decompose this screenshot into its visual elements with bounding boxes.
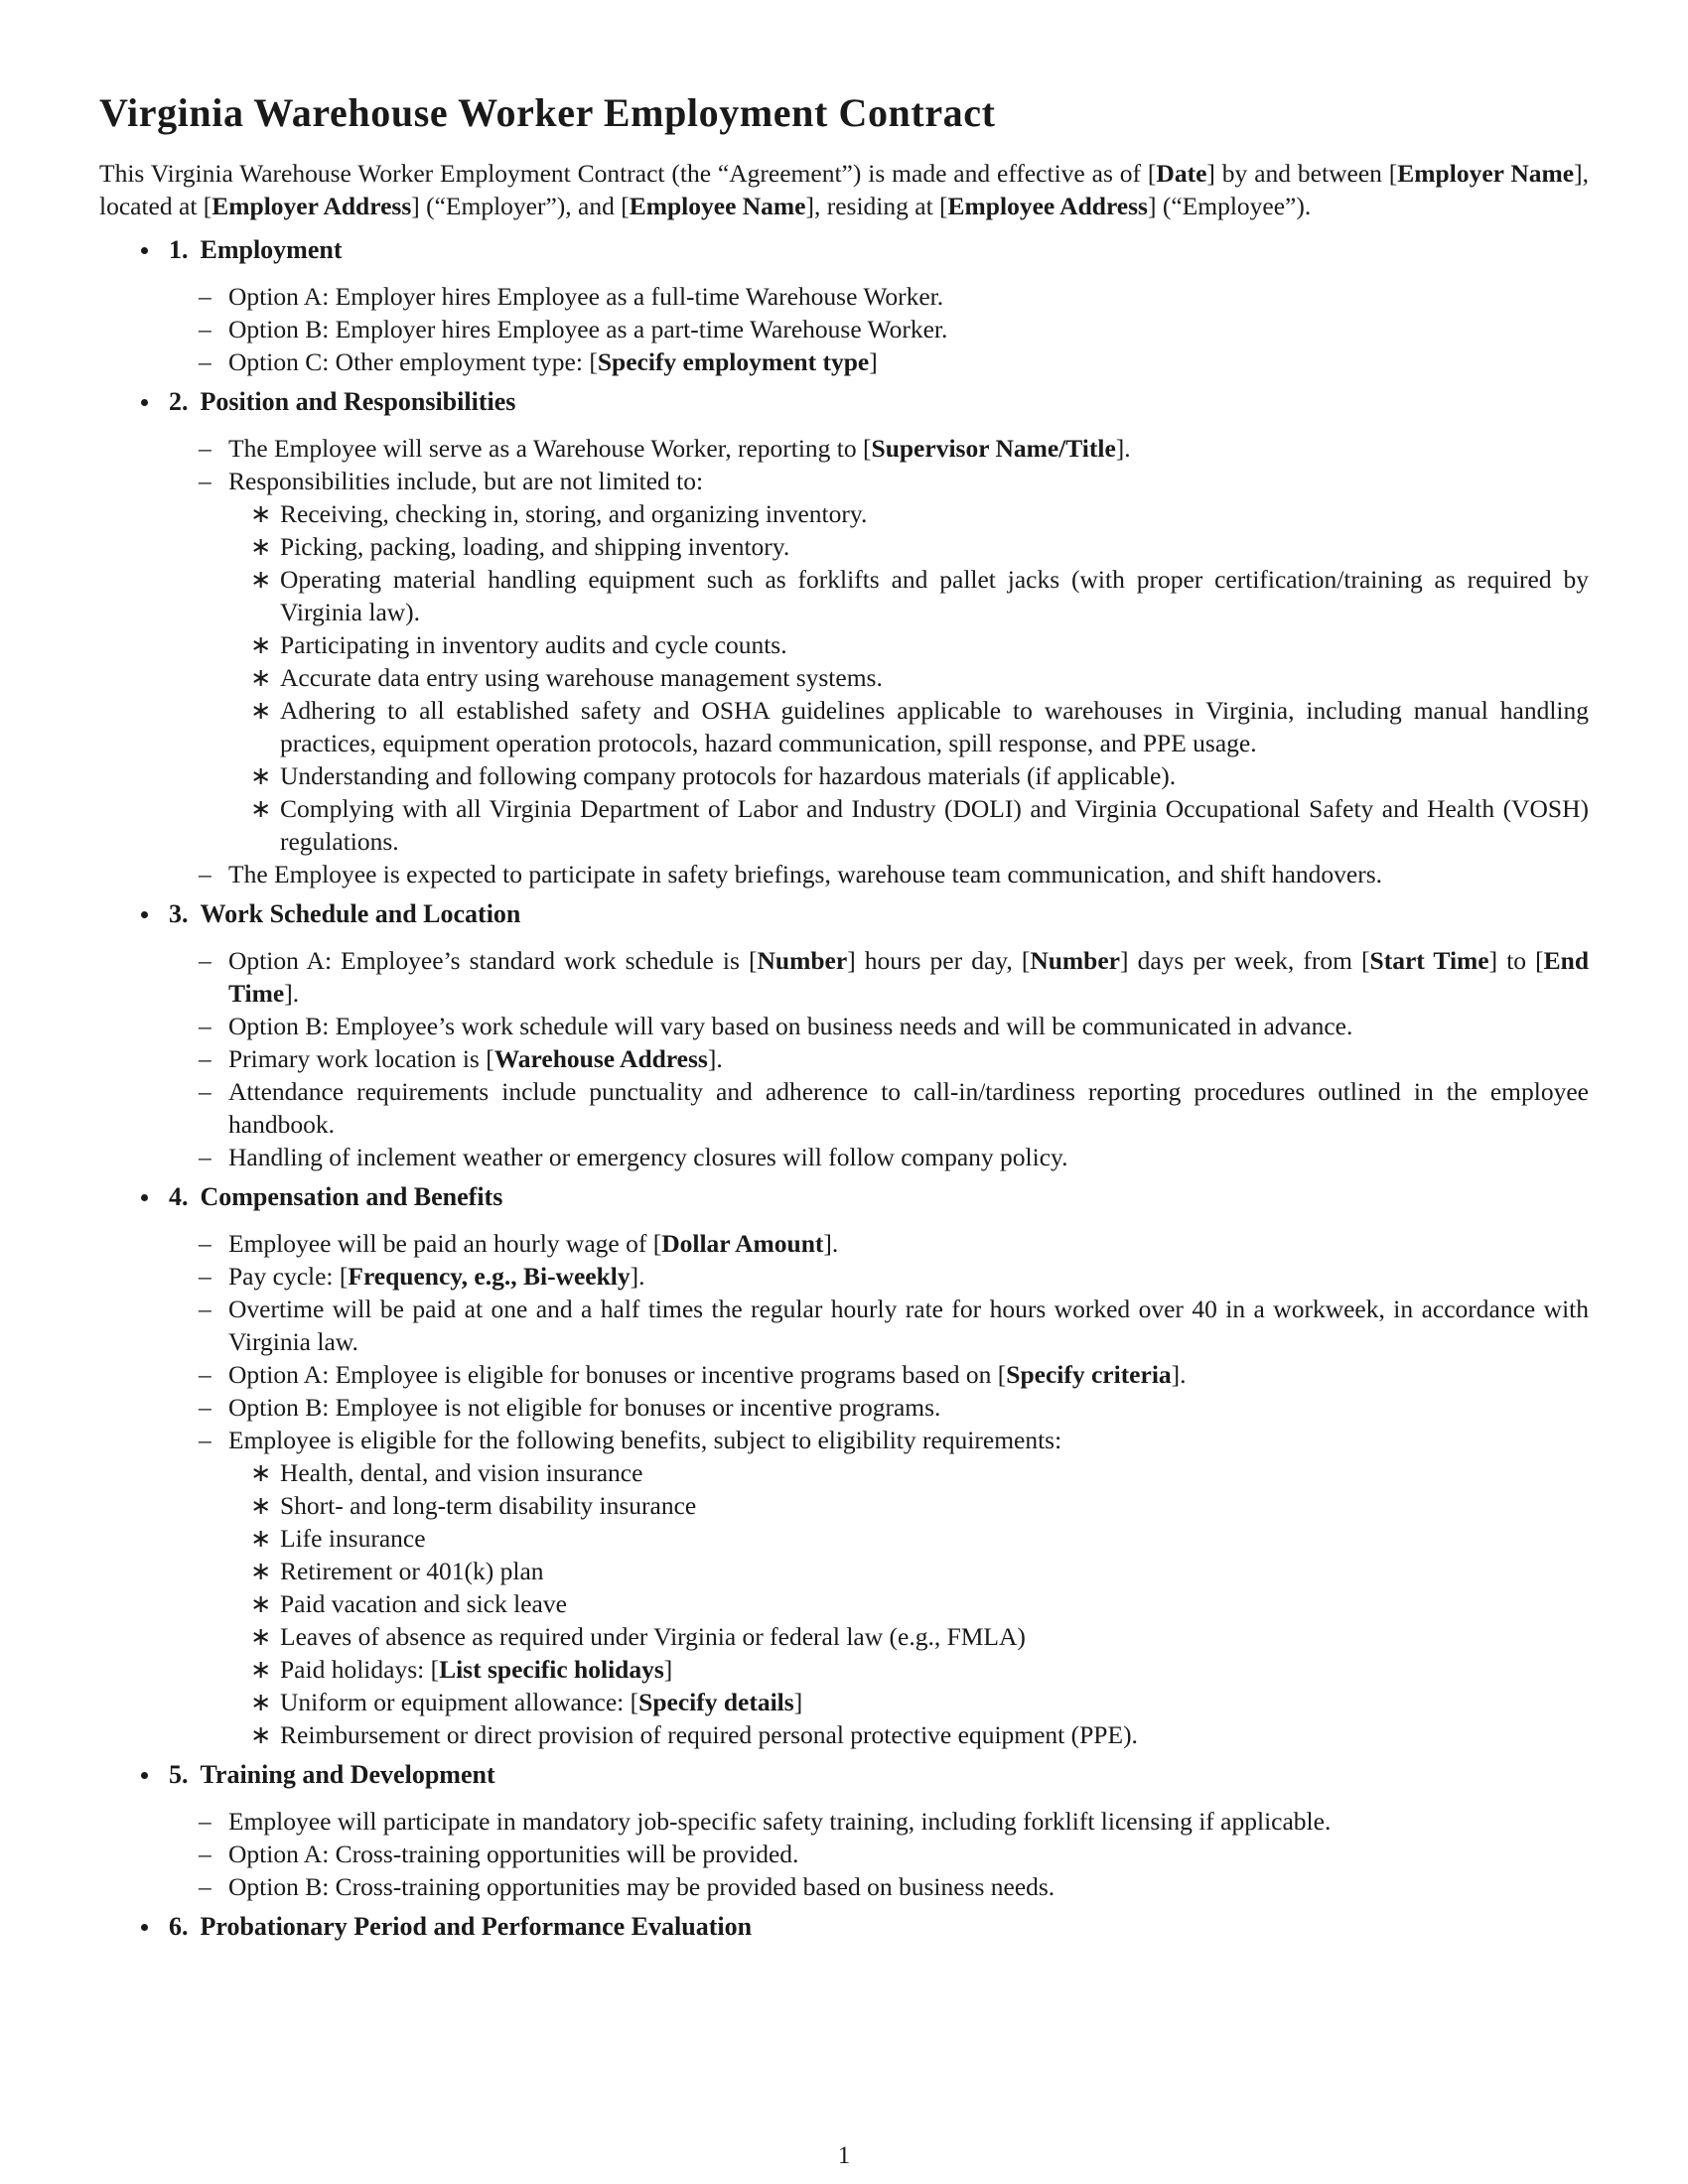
item-text: Paid vacation and sick leave xyxy=(280,1589,567,1618)
list-item xyxy=(99,858,1589,890)
asterisk-icon: ∗ xyxy=(250,761,272,790)
sub-item xyxy=(99,530,1589,563)
sub-item xyxy=(99,792,1589,858)
list-item xyxy=(99,465,1589,858)
section-number: 1. xyxy=(169,235,189,264)
dash-icon: – xyxy=(199,1393,211,1422)
item-text: Employee will be paid an hourly wage of [ xyxy=(228,1229,662,1258)
list-item xyxy=(99,1010,1589,1042)
page-number: 1 xyxy=(837,2142,851,2169)
item-text: Option A: Employee’s standard work schedule is [ xyxy=(228,946,758,975)
placeholder-date: Date xyxy=(1156,159,1207,188)
placeholder-employee-address: Employee Address xyxy=(947,192,1148,220)
item-text: ] xyxy=(663,1655,673,1684)
section-title: Compensation and Benefits xyxy=(200,1182,503,1211)
section-heading xyxy=(99,1179,1589,1215)
bullet-icon xyxy=(141,247,148,254)
placeholder-dollar-amount: Dollar Amount xyxy=(661,1229,824,1258)
section-number: 5. xyxy=(169,1760,189,1789)
list-item xyxy=(99,1870,1589,1903)
item-text: ]. xyxy=(823,1229,839,1258)
placeholder-employer-address: Employer Address xyxy=(211,192,412,220)
sub-item xyxy=(99,1555,1589,1587)
section-schedule xyxy=(99,896,1589,1173)
list-item xyxy=(99,280,1589,313)
item-text: Operating material handling equipment such as forklifts and pallet jacks (with proper certification/training as required by Virginia law). xyxy=(280,565,1589,626)
item-text: ]. xyxy=(1171,1360,1187,1389)
placeholder-end-time: End Time xyxy=(228,946,1589,1008)
list-item xyxy=(99,345,1589,378)
dash-icon: – xyxy=(199,282,211,311)
item-text: Option A: Employer hires Employee as a full-time Warehouse Worker. xyxy=(228,282,944,311)
section-title: Training and Development xyxy=(200,1760,495,1789)
section-list xyxy=(99,1227,1589,1751)
dash-icon: – xyxy=(199,1295,211,1323)
bullet-icon xyxy=(141,1194,148,1201)
list-item xyxy=(99,1838,1589,1870)
item-text: Option C: Other employment type: [ xyxy=(228,347,598,376)
item-text: Receiving, checking in, storing, and organizing inventory. xyxy=(280,499,868,528)
list-item xyxy=(99,1358,1589,1391)
item-text: Option A: Cross-training opportunities will be provided. xyxy=(228,1840,799,1868)
placeholder-employer-name: Employer Name xyxy=(1397,159,1575,188)
intro-paragraph xyxy=(99,157,1589,222)
item-text: Responsibilities include, but are not limited to: xyxy=(228,467,704,495)
section-heading xyxy=(99,896,1589,932)
item-text: Life insurance xyxy=(280,1524,426,1553)
bullet-icon xyxy=(141,1924,148,1931)
asterisk-icon: ∗ xyxy=(250,1589,272,1618)
item-text: Leaves of absence as required under Virginia or federal law (e.g., FMLA) xyxy=(280,1622,1026,1651)
list-item xyxy=(99,1293,1589,1358)
asterisk-icon: ∗ xyxy=(250,565,272,594)
item-text: Handling of inclement weather or emergency closures will follow company policy. xyxy=(228,1143,1068,1171)
dash-icon: – xyxy=(199,1012,211,1040)
asterisk-icon: ∗ xyxy=(250,794,272,823)
section-number: 2. xyxy=(169,387,189,416)
placeholder-hours: Number xyxy=(757,946,848,975)
item-text: Adhering to all established safety and OSHA guidelines applicable to warehouses in Virginia, including manual handling practices, equipment operation protocols, hazard communication, spill response, and PPE usage. xyxy=(280,696,1589,757)
placeholder-employment-type: Specify employment type xyxy=(597,347,870,376)
item-text: ]. xyxy=(707,1044,723,1073)
item-text: Health, dental, and vision insurance xyxy=(280,1458,643,1487)
item-text: Option B: Employee’s work schedule will vary based on business needs and will be communicated in advance. xyxy=(228,1012,1353,1040)
section-number: 6. xyxy=(169,1912,189,1941)
item-text: Understanding and following company protocols for hazardous materials (if applicable). xyxy=(280,761,1177,790)
section-title: Employment xyxy=(200,235,343,264)
sub-item xyxy=(99,1620,1589,1653)
section-training xyxy=(99,1757,1589,1903)
placeholder-supervisor: Supervisor Name/Title xyxy=(871,434,1116,463)
list-item xyxy=(99,1227,1589,1260)
item-text: Paid holidays: [ xyxy=(280,1655,440,1684)
item-text: Option B: Cross-training opportunities may be provided based on business needs. xyxy=(228,1872,1055,1901)
item-text: Reimbursement or direct provision of required personal protective equipment (PPE). xyxy=(280,1720,1138,1749)
section-heading xyxy=(99,232,1589,268)
item-text: The Employee is expected to participate in safety briefings, warehouse team communication, and shift handovers. xyxy=(228,860,1382,888)
asterisk-icon: ∗ xyxy=(250,532,272,561)
sub-item xyxy=(99,661,1589,694)
placeholder-holidays: List specific holidays xyxy=(439,1655,664,1684)
asterisk-icon: ∗ xyxy=(250,1491,272,1520)
sub-item xyxy=(99,563,1589,628)
dash-icon: – xyxy=(199,946,211,975)
item-text: ] xyxy=(793,1688,803,1716)
list-item xyxy=(99,313,1589,345)
item-text: ] to [ xyxy=(1488,946,1544,975)
item-text: Option B: Employer hires Employee as a part-time Warehouse Worker. xyxy=(228,315,948,343)
placeholder-start-time: Start Time xyxy=(1369,946,1489,975)
asterisk-icon: ∗ xyxy=(250,1458,272,1487)
section-heading xyxy=(99,1909,1589,1945)
intro-text: ] by and between [ xyxy=(1206,159,1398,188)
placeholder-warehouse-address: Warehouse Address xyxy=(493,1044,708,1073)
list-item xyxy=(99,1805,1589,1838)
section-list xyxy=(99,432,1589,890)
dash-icon: – xyxy=(199,1044,211,1073)
section-list xyxy=(99,1805,1589,1903)
placeholder-allowance-details: Specify details xyxy=(638,1688,794,1716)
dash-icon: – xyxy=(199,1807,211,1836)
list-item xyxy=(99,1141,1589,1173)
section-number: 3. xyxy=(169,899,189,928)
item-text: ]. xyxy=(1115,434,1131,463)
dash-icon: – xyxy=(199,467,211,495)
item-text: Overtime will be paid at one and a half times the regular hourly rate for hours worked over 40 in a workweek, in accordance with Virginia law. xyxy=(228,1295,1589,1356)
sub-item xyxy=(99,1489,1589,1522)
item-text: ] hours per day, [ xyxy=(847,946,1031,975)
dash-icon: – xyxy=(199,860,211,888)
intro-text: ], residing at [ xyxy=(805,192,948,220)
dash-icon: – xyxy=(199,1077,211,1106)
intro-text: This Virginia Warehouse Worker Employment Contract (the “Agreement”) is made and effective as of [ xyxy=(99,159,1157,188)
section-heading xyxy=(99,384,1589,420)
dash-icon: – xyxy=(199,1872,211,1901)
sub-item xyxy=(99,1718,1589,1751)
bullet-icon xyxy=(141,1772,148,1779)
section-heading xyxy=(99,1757,1589,1793)
sub-item xyxy=(99,1522,1589,1555)
item-text: Option B: Employee is not eligible for bonuses or incentive programs. xyxy=(228,1393,941,1422)
sub-item xyxy=(99,628,1589,661)
item-text: ]. xyxy=(284,979,300,1008)
item-text: ] days per week, from [ xyxy=(1120,946,1370,975)
sub-item xyxy=(99,1686,1589,1718)
list-item xyxy=(99,1075,1589,1141)
sub-item xyxy=(99,1587,1589,1620)
asterisk-icon: ∗ xyxy=(250,1622,272,1651)
item-text: Accurate data entry using warehouse management systems. xyxy=(280,663,883,692)
section-number: 4. xyxy=(169,1182,189,1211)
dash-icon: – xyxy=(199,1229,211,1258)
item-text: Employee is eligible for the following benefits, subject to eligibility requirements: xyxy=(228,1426,1062,1454)
item-text: Employee will participate in mandatory job-specific safety training, including forklift licensing if applicable. xyxy=(228,1807,1332,1836)
list-item xyxy=(99,1260,1589,1293)
section-list xyxy=(99,944,1589,1173)
item-text: Pay cycle: [ xyxy=(228,1262,349,1291)
list-item xyxy=(99,1042,1589,1075)
item-text: Picking, packing, loading, and shipping inventory. xyxy=(280,532,790,561)
sub-item xyxy=(99,1653,1589,1686)
dash-icon: – xyxy=(199,1426,211,1454)
intro-text: ] (“Employer”), and [ xyxy=(411,192,630,220)
intro-text: ], located at [ xyxy=(99,159,1589,220)
item-text: Complying with all Virginia Department of Labor and Industry (DOLI) and Virginia Occupational Safety and Health (VOSH) regulations. xyxy=(280,794,1589,856)
bullet-icon xyxy=(141,399,148,406)
section-title: Probationary Period and Performance Evaluation xyxy=(200,1912,753,1941)
dash-icon: – xyxy=(199,347,211,376)
asterisk-icon: ∗ xyxy=(250,1655,272,1684)
item-text: Uniform or equipment allowance: [ xyxy=(280,1688,639,1716)
item-text: Participating in inventory audits and cycle counts. xyxy=(280,630,787,659)
sub-item xyxy=(99,497,1589,530)
asterisk-icon: ∗ xyxy=(250,696,272,725)
sub-item xyxy=(99,759,1589,792)
list-item xyxy=(99,1391,1589,1424)
list-item xyxy=(99,944,1589,1010)
item-text: ] xyxy=(869,347,878,376)
asterisk-icon: ∗ xyxy=(250,630,272,659)
item-text: Short- and long-term disability insurance xyxy=(280,1491,697,1520)
section-title: Position and Responsibilities xyxy=(200,387,516,416)
sub-list xyxy=(228,497,1589,858)
sub-item xyxy=(99,694,1589,759)
sub-item xyxy=(99,1456,1589,1489)
section-title: Work Schedule and Location xyxy=(200,899,521,928)
dash-icon: – xyxy=(199,1360,211,1389)
list-item xyxy=(99,432,1589,465)
dash-icon: – xyxy=(199,1143,211,1171)
item-text: The Employee will serve as a Warehouse Worker, reporting to [ xyxy=(228,434,872,463)
item-text: Retirement or 401(k) plan xyxy=(280,1557,544,1585)
section-employment xyxy=(99,232,1589,378)
item-text: Option A: Employee is eligible for bonuses or incentive programs based on [ xyxy=(228,1360,1007,1389)
placeholder-pay-frequency: Frequency, e.g., Bi-weekly xyxy=(348,1262,631,1291)
placeholder-employee-name: Employee Name xyxy=(629,192,806,220)
dash-icon: – xyxy=(199,315,211,343)
section-probation xyxy=(99,1909,1589,1945)
contract-page xyxy=(99,87,1589,1957)
asterisk-icon: ∗ xyxy=(250,1557,272,1585)
placeholder-days: Number xyxy=(1030,946,1120,975)
asterisk-icon: ∗ xyxy=(250,1688,272,1716)
section-list xyxy=(99,280,1589,378)
section-compensation xyxy=(99,1179,1589,1751)
item-text: Attendance requirements include punctuality and adherence to call-in/tardiness reporting procedures outlined in the employee handbook. xyxy=(228,1077,1589,1139)
sub-list xyxy=(228,1456,1589,1751)
section-position xyxy=(99,384,1589,890)
item-text: Primary work location is [ xyxy=(228,1044,494,1073)
intro-text: ] (“Employee”). xyxy=(1147,192,1312,220)
bullet-icon xyxy=(141,911,148,918)
dash-icon: – xyxy=(199,1262,211,1291)
asterisk-icon: ∗ xyxy=(250,1524,272,1553)
asterisk-icon: ∗ xyxy=(250,663,272,692)
list-item xyxy=(99,1424,1589,1751)
dash-icon: – xyxy=(199,1840,211,1868)
placeholder-criteria: Specify criteria xyxy=(1006,1360,1172,1389)
dash-icon: – xyxy=(199,434,211,463)
asterisk-icon: ∗ xyxy=(250,499,272,528)
asterisk-icon: ∗ xyxy=(250,1720,272,1749)
item-text: ]. xyxy=(630,1262,645,1291)
document-title: Virginia Warehouse Worker Employment Contract xyxy=(99,90,996,135)
